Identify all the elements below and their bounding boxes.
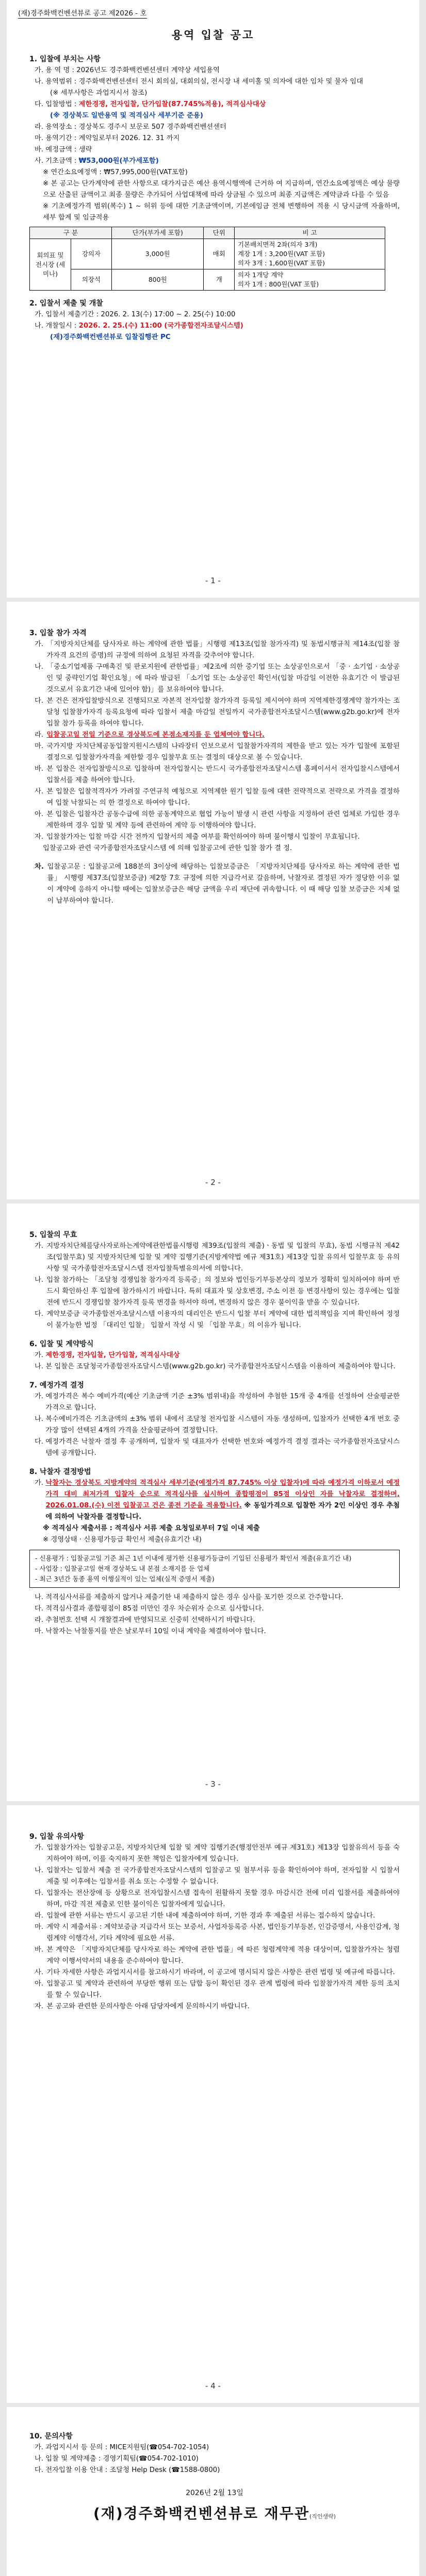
box-note: - 최근 3년간 동종 용역 이행실적이 있는 업체(실적 증명서 제출) (35, 1575, 215, 1583)
box-note: - 신용평가 : 입찰공고일 기준 최근 1년 이내에 평가한 신용평가등급이 기입된 신용평가 확인서 제출(유효기간 내) (35, 1554, 352, 1562)
s3-para: 다. 본 건은 전자입찰방식으로 진행되므로 자본적 전자입찰 참가자격 등록일 제시여야 하며 지역제한경쟁계약 참가자는 조달청 입찰참가자격 등록요청에 따라 입찰서 제출 마감일 전일까지 국가종합전자조달시스템(www.g2b.go.kr)에 전자입찰 참가 등록을 하여야 합니다. (35, 697, 400, 727)
section-2-heading: 2. 입찰서 제출 및 개찰 (29, 299, 103, 308)
s10-item: 가. 과업지시서 등 문의 : MICE지원팀(☎054-702-1054) (35, 2444, 209, 2451)
s8-note: ※ 적격심사 제출서류 : 적격심사 서류 제출 요청일로부터 7일 이내 제출 (43, 1524, 260, 1532)
table-cell: 강의자 (71, 239, 112, 269)
section-10-heading: 10. 문의사항 (29, 2432, 73, 2441)
notice-date: 2026년 2월 13일 (186, 2489, 243, 2497)
s1-item-estimate: 바. 예정금액 : 생략 (35, 146, 92, 154)
section-1 (29, 54, 400, 343)
s9-para: 사. 기타 자세한 사항은 과업지시서를 참고하시기 바라며, 이 공고에 명시되지 않은 사항은 관련 법령 및 예규에 따릅니다. (35, 1969, 395, 1976)
s6-item: 가. 제한경쟁, 전자입찰, 단가입찰, 적격심사대상 (35, 1351, 180, 1359)
section-3-heading: 3. 입찰 참가 자격 (29, 629, 87, 637)
section-9 (29, 1831, 400, 2012)
table-cell: 매회 (204, 239, 235, 269)
section-5-heading: 5. 입찰의 무효 (29, 1231, 77, 1239)
document-page-2 (7, 602, 419, 1199)
table-cell: 3,000원 (111, 239, 203, 269)
section-1-heading: 1. 입찰에 부치는 사항 (29, 55, 101, 63)
s9-para: 아. 입찰공고 및 계약과 관련하여 부당한 행위 또는 담합 등이 확인된 경우 관계 법령에 따라 입찰참가자격 제한 등의 조치를 할 수 있습니다. (35, 1980, 400, 1999)
s5-para: 다. 계약보증금 국가종합전자조달시스템 이용자의 대리인은 반드시 입찰 부터 계약에 대한 법적책임을 지며 확인하여 정정이 불가능한 법정 「대리인 입찰」 입찰서 작성 시 및 「입찰 무효」의 이유가 됩니다. (35, 1310, 400, 1329)
section-8-heading: 8. 낙찰자 결정방법 (29, 1468, 91, 1476)
s9-para: 바. 본 계약은 「지방자치단체를 당사자로 하는 계약에 관한 법률」에 따른 청렴계약제 적용 대상이며, 입찰참가자는 청렴계약 이행서약서의 내용을 준수하여야 합니다. (35, 1946, 400, 1965)
section-9-heading: 9. 입찰 유의사항 (29, 1833, 84, 1841)
s3-para-extra: 입찰공고와 관련 국가종합전자조달시스템 에 의해 입찰공고에 관한 입찰 참가 결 정. (43, 844, 292, 852)
table-cell: 800원 (111, 269, 203, 291)
section-7-heading: 7. 예정가격 결정 (29, 1381, 84, 1389)
page-title: 용역 입찰 공고 (171, 29, 255, 41)
document-page-1 (7, 0, 419, 598)
table-header: 단위 (204, 227, 235, 239)
unit-price-table (29, 227, 385, 291)
table-header: 단가(부가세 포함) (111, 227, 203, 239)
table-cell: 기본배치면적 2좌(의자 3개) 계장 1개 : 3,200원(VAT 포함) 의자 3개 : 1,600원(VAT 포함) (235, 239, 385, 269)
s10-item: 다. 전자입찰 이용 안내 : 조달청 Help Desk (☎1588-0800) (35, 2466, 220, 2474)
s1-item-base-price: 사. 기초금액 : ₩53,000원(부가세포함) (35, 157, 159, 165)
s5-para: 나. 입찰 참가하는 「조달청 경쟁입찰 참가자격 등록증」의 정보와 법인등기부등본상의 정보가 정확히 일치하여야 하며 반드시 확인하신 후 입찰에 참가하시기 바랍니다. 특히 대표자 및 상호변경, 주소 이전 등 변경사항이 있는 경우에는 입찰 전에 반드시 경쟁입찰 참가자격 등록 변경을 하셔야 하며, 변경하지 않은 경우 불이익을 받을 수 있습니다. (35, 1276, 400, 1307)
s5-para: 가. 지방자치단체를당사자로하는계약에관한법률시행령 제39조(입찰의 제출)ㆍ동법 및 입찰의 무효), 동법 시행규칙 제42조(입찰무효) 및 지방자치단체 입찰 및 계약 집행기준(지방계약법 예규 제31호) 제13장 입찰 유의서 입찰무효 등 유의사항 및 국가종합전자조달시스템 전자입찰특별유의서에 의합니다. (35, 1242, 400, 1273)
s3-para: 바. 본 입찰은 전자입찰방식으로 입찰하며 전자입찰시는 반드시 국가종합전자조달시스템 홈페이서서 전자입찰시스템에서 입찰서를 제출 하여야 합니다. (35, 765, 400, 784)
s1-base-note-1: ※ 연간소요예정액 : ₩57,995,000원(VAT포함) (43, 168, 188, 176)
table-cell: 의자 1개당 계약 의자 1개 : 800원(VAT 포함) (235, 269, 385, 291)
s8-item: 나. 적격심사서류를 제출하지 않거나 제출기한 내 제출하지 않은 경우 심사를 포기한 것으로 간주합니다. (35, 1594, 343, 1601)
s7-item: 나. 복수예비가격은 기초금액의 ±3% 범위 내에서 조달청 전자입찰 시스템이 자동 생성하며, 입찰자가 선택한 4개 번호 중 가장 많이 선택된 4개의 가격을 산술평균하여 결정합니다. (35, 1415, 400, 1434)
document-page-4 (7, 1805, 419, 2403)
s1-item-method: 다. 입찰방법 : 제한경쟁, 전자입찰, 단가입찰(87.745%적용), 적격심사대상 (35, 100, 266, 108)
s8-item: 다. 적격심사결과 종합평점이 85점 미만인 경우 차순위자 순으로 심사합니다. (35, 1605, 264, 1613)
section-3 (29, 628, 400, 907)
s3-para: 사. 본 입찰은 입찰적격자가 가려질 주연규칙 예청으로 지역제한 원기 입찰 등에 대한 전략적으로 전략으로 가격을 결정하여 입찰 낙찰되는 의 한 결정으로 하여야 합니다. (35, 788, 400, 807)
s3-para: 가. 「지방자치단체를 당사자로 하는 계약에 관한 법률」시행령 제13조(입찰 참가자격) 및 동법시행규칙 제14조(입찰 참가자격 요건의 증명)의 규정에 의하여 요청된 자격을 갖추어야 합니다. (35, 640, 400, 659)
s6-item: 나. 본 입찰은 조달청국가종합전자조달시스템(www.g2b.go.kr) 국가종합전자조달시스템을 이용하여 제출하여야 합니다. (35, 1363, 396, 1370)
s3-para-deposit: 차. 입찰공고문 : 입찰공고에 188분의 3이상에 해당하는 입찰보증금은 「지방자치단체를 당사자로 하는 계약에 관한 법률」 시행령 제37조(입찰보증금) 제2항 7호 규정에 의한 지급각서로 갈음하며, 낙찰자로 결정된 자가 정당한 이유 없이 계약에 응하지 아니할 때에는 입찰보증금은 해당 금액을 우리 재단에 귀속합니다. 이 때 해당 입찰 보증금은 지체 없이 납부하여야 합니다. (35, 863, 400, 905)
s9-para: 나. 입찰자는 입찰서 제출 전 국가종합전자조달시스템의 입찰공고 및 첨부서류 등을 확인하여야 하며, 전자입찰 시 입찰서 제출 및 이후에는 입찰서를 취소 또는 수정할 수 없습니다. (35, 1867, 400, 1886)
s1-item-name: 가. 용 역 명 : 2026년도 경주화백컨벤션센터 계약상 세입용역 (35, 66, 220, 74)
s9-para: 다. 입찰자는 전산장애 등 상황으로 전자입찰시스템 접속이 원활하지 못할 경우 마감시간 전에 미리 입찰서를 제출하여야 하며, 마감 직전 제출로 인한 불이익은 입찰자에게 있습니다. (35, 1889, 400, 1908)
table-row (30, 269, 385, 291)
signer-note: (직인생략) (309, 2513, 336, 2520)
s8-item: 마. 낙찰자는 낙찰통지를 받은 날로부터 10일 이내 계약을 체결하여야 합니다. (35, 1628, 266, 1635)
section-10 (29, 2431, 400, 2522)
s1-item-period: 마. 용역기간 : 계약일로부터 2026. 12. 31 까지 (35, 134, 180, 142)
document-page-5 (7, 2407, 419, 2576)
s7-item: 다. 예정가격은 낙찰자 결정 후 공개하며, 입찰자 및 대표자가 선택한 번호와 예정가격 결정 결과는 국가종합전자조달시스템에 공개합니다. (35, 1438, 400, 1457)
s1-item-place: 라. 용역장소 : 경상북도 경주시 보문로 507 경주화백컨벤션센터 (35, 123, 226, 131)
s9-para: 자. 본 공고와 관련한 문의사항은 아래 담당자에게 문의하시기 바랍니다. (35, 2003, 250, 2010)
s7-item: 가. 예정가격은 복수 예비가격(예산 기초금액 기준 ±3% 범위내)을 작성하여 추첨한 15개 중 4개를 선정하여 산술평균한 가격으로 합니다. (35, 1393, 400, 1412)
s8-note: ※ 경영상태 · 신용평가등급 확인서 제출(유효기간 내) (43, 1536, 202, 1544)
box-note: - 사업장 : 입찰공고일 현재 경상북도 내 본점 소재지를 둔 업체 (35, 1565, 210, 1572)
s1-method-note: (※ 경상북도 일반용역 및 적격심사 세부기준 준용) (50, 112, 203, 120)
table-row (30, 239, 385, 269)
s8-item: 라. 추첨번호 선택 시 개찰결과에 반영되므로 신중히 선택하시기 바랍니다. (35, 1616, 255, 1624)
s9-para: 마. 계약 시 제출서류 : 계약보증금 지급각서 또는 보증서, 사업자등록증 사본, 법인등기부등본, 인감증명서, 사용인감계, 청렴계약 이행각서, 기타 계약에 필요한 서류. (35, 1923, 400, 1942)
s9-para: 가. 입찰참가자는 입찰공고문, 지방자치단체 입찰 및 계약 집행기준(행정안전부 예규 제31호) 제13장 입찰유의서 등을 숙지하여야 하며, 이를 숙지하지 못한 책임은 입찰자에게 있습니다. (35, 1844, 400, 1863)
s10-item: 나. 입찰 및 계약제출 : 경영기획팀(☎054-702-1010) (35, 2455, 199, 2463)
s3-para: 마. 국가지방 자치단체공동입찰지원시스템의 나라장터 인보으로서 입찰참가자격의 제한을 받고 있는 자가 입찰에 포함된 결정으로 입찰참가자격을 제한할 경우 입찰무효 또는 결정의 대상으로 볼 수 있습니다. (35, 742, 400, 761)
page-number: - 3 - (205, 1780, 221, 1789)
s1-item-scope: 나. 용역범위 : 경주화백컨벤션센터 전시 회의실, 대회의실, 전시장 내 세미홀 및 의자에 대한 임차 및 물자 임대 (35, 78, 364, 86)
sections-5-8 (29, 1229, 400, 1637)
s3-para: 라. 입찰공고일 전일 기준으로 경상북도에 본점소재지를 둔 업체여야 합니다. (35, 731, 265, 739)
page-number: - 4 - (205, 2381, 221, 2391)
s8-box-notes (29, 1550, 400, 1588)
doc-number: (재)경주화백컨벤션뷰로 공고 제2026 - 호 (18, 7, 147, 19)
s8-para: 가. 낙찰자는 경상북도 지방계약의 적격심사 세부기준(예정가격 87.745% 이상 입찰자)에 따라 예정가격 이하로서 예정가격 대비 최저가격 입찰자 순으로 적격심사를 실시하여 종합평점이 85점 이상인 자를 낙찰자로 결정하며, 2026.01.08.(수) 이전 입찰공고 건은 종전 기준을 적용합니다. ※ 동일가격으로 입찰한 자가 2인 이상인 경우 추첨에 의하여 낙찰자를 결정합니다. (29, 1478, 400, 1523)
table-cell: 의장석 (71, 269, 112, 291)
s1-base-note-3: ※ 기초예정가격 범위(복수) 1 ~ 허위 등에 대한 기초금액이며, 기본에임금 전체 변행하여 적용 시 당시금액 자율하며, 세부 합계 및 임금적용 (43, 202, 400, 222)
table-group-cell: 회의표 및 전시장 (세미나) (30, 239, 71, 291)
s1-scope-note: (※ 세부사항은 과업지시서 참조) (50, 89, 148, 97)
table-header: 비 고 (235, 227, 385, 239)
table-header-row (30, 227, 385, 239)
s1-base-note-2: ※ 본 공고는 단가계약에 관한 사항으로 대가지급은 예산 용역시행액에 근거하 여 지급하며, 연간소요예정액은 예상 물량으로 산출된 금액이고 최종 물량은 추가되어 사업대책에 따라 상금될 수 있으며 최종 지급액은 계약금과 다를 수 있음 (43, 180, 400, 199)
s2-item-open: 나. 개찰일시 : 2026. 2. 25.(수) 11:00 (국가종합전자조달시스템) (35, 322, 243, 330)
signer (29, 2505, 400, 2522)
s9-para: 라. 입찰에 관한 서류는 반드시 공고된 기한 내에 제출하여야 하며, 기한 경과 후 제출된 서류는 접수하지 않습니다. (35, 1912, 375, 1920)
table-header: 구 분 (30, 227, 112, 239)
document-page-3 (7, 1204, 419, 1801)
s8-para-body: 낙찰자는 경상북도 지방계약의 적격심사 세부기준(예정가격 87.745% 이상 입찰자)에 따라 예정가격 이하로서 예정가격 대비 최저가격 입찰자 순으로 적격심사를 실시하여 종합평점이 85점 이상인 자를 낙찰자로 결정하며, 2026.01.08.(수) 이전 입찰공고 건은 종전 기준을 적용합니다. ※ 동일가격으로 입찰한 자가 2인 이상인 경우 추첨에 의하여 낙찰자를 결정합니다. (45, 1479, 400, 1521)
s3-para: 아. 본 입찰은 입찰자간 공동수급에 의한 공동계약으로 협업 가능이 발생 시 관련 사항을 지정하여 관련 업체로 가입한 경우 제한하며 경우 입찰 및 계약 등에 관련하여 계약 등 이행하여야 합니다. (35, 810, 400, 829)
signer-name: (재)경주화백컨벤션뷰로 재무관 (93, 2505, 309, 2522)
section-6-heading: 6. 입찰 및 계약방식 (29, 1340, 94, 1348)
page-number: - 2 - (205, 1178, 221, 1187)
s2-open-place: (재)경주화백컨벤션뷰로 입찰집행관 PC (50, 333, 171, 341)
page-number: - 1 - (205, 576, 221, 585)
table-cell: 개 (204, 269, 235, 291)
s3-para: 자. 입찰참가자는 입찰 마감 시간 전까지 입찰서의 제출 여부를 확인하여야 하며 불이행시 입찰이 무효됩니다. (35, 833, 360, 841)
s3-para: 나. 「중소기업제품 구매촉진 및 판로지원에 관한법률」제2조에 의한 중기업 또는 소상공인으로서 「중 · 소기업 · 소상공인 및 중략인기업 확인요청」에 따라 발급된 「소기업 또는 소상공인 확인서(입찰 마감일 이전한 유효기간 이 발급된 것으로서 유효기간 내에 있어야 함)」를 보유하여야 합니다. (35, 663, 400, 693)
s2-item-submit: 가. 입찰서 제출기간 : 2026. 2. 13(수) 17:00 ~ 2. 25(수) 10:00 (35, 311, 236, 318)
